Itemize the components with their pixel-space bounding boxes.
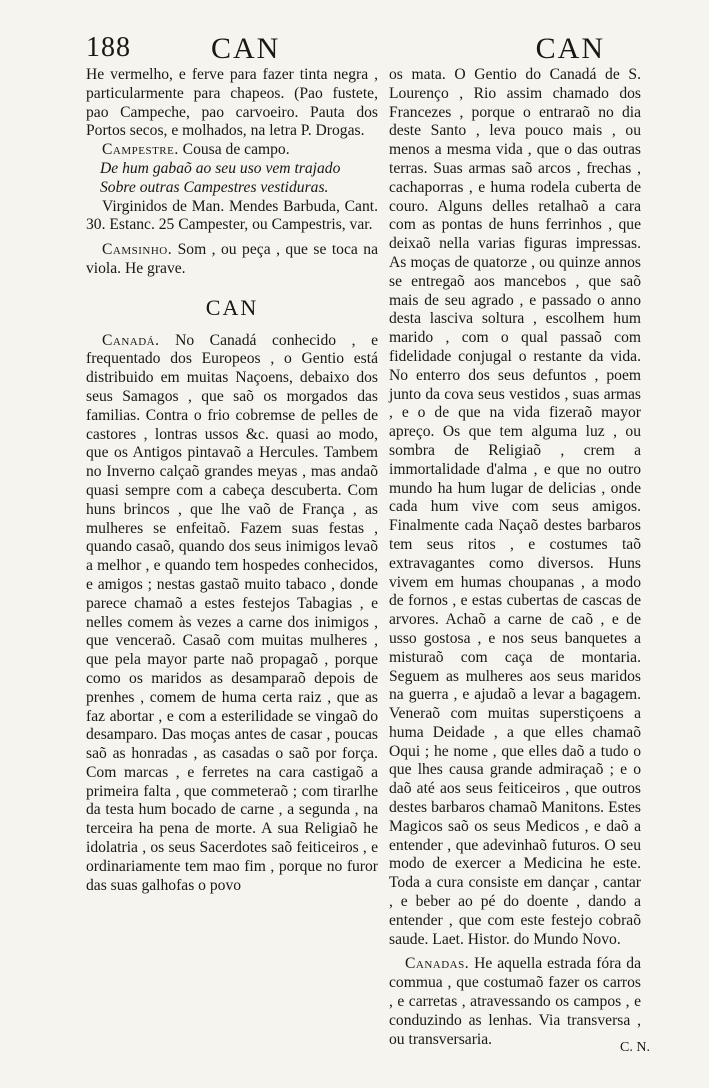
entry-camsinho (86, 241, 378, 279)
verse-line-1: De hum gabaõ ao seu uso vem trajado (100, 159, 341, 177)
definition-campestre: Cousa de campo. (178, 141, 290, 159)
definition-canada: No Canadá conhecido , e frequentado dos Europeos , o Gentio está distribuido em muitas Naçoens, debaixo dos seus Samagos , que saõ os morgados das familias. Contra o frio cobremse de pelles de castores , lontras ussos &c. quasi ao modo, que os Antigos pintavaõ a Hercules. Tambem no Inverno calçaõ grandes meyas , mas andaõ quasi sempre com a cabeça descuberta. Com huns brincos , que lhe vaõ de França , as mulheres se enfeitaõ. Fazem suas festas , quando casaõ, quando dos seus inimigos levaõ a melhor , e quando tem hospedes conhecidos, e amigos ; nestas gastaõ muito tabaco , donde parece chamaõ a estes festejos Tabagias , e nelles comem às vezes a carne dos inimigos , que venceraõ. Casaõ com muitas mulheres , que pela mayor parte naõ propagaõ , porque como os maridos as desamparaõ depois de prenhes , comem de huma certa raiz , que as faz abortar , e com a esterilidade se vingaõ do desamparo. Das moças antes de casar , poucas saõ as honradas , as casadas o saõ por força. Com marcas , e ferretes na cara castigaõ a primeira falta , que commeteraõ ; com tirarlhe da testa hum bocado de carne , a segunda , na terceira ha pena de morte. A sua Religiaõ he idolatria , os seus Sacerdotes saõ feiticeiros , e ordinariamente tem mao fim , porque no furor das suas galhofas o povo (86, 331, 378, 894)
headword-canada: Canadá. (102, 331, 160, 349)
headword-canadas: Canadas. (405, 955, 470, 973)
left-column (86, 66, 378, 895)
headword-camsinho: Camsinho. (102, 241, 173, 259)
headword-campestre: Campestre. (102, 141, 179, 159)
catchword: C. N. (620, 1040, 650, 1055)
entry-canada-continued: os mata. O Gentio do Canadá de S. Lourenço , Rio assim chamado dos Francezes , porque o entraraõ no dia deste Santo , leva pouco mais , ou menos a mesma vida , que o das outras terras. Suas armas saõ arcos , frechas , cachaporras , e huma rodela cuberta de couro. Alguns delles retalhaõ a cara com as pontas de huns ferrinhos , que deixaõ nella varias figuras impressas. As moças de quatorze , ou quinze annos se entregaõ aos mancebos , que saõ mais de seu agrado , e passado o anno desta lasciva soltura , escolhem hum marido , com o qual passaõ com fidelidade conjugal o restante da vida. No enterro dos seus defuntos , poem junto da cova seus vestidos , suas armas , e o de que na vida fizeraõ mayor apreço. Os que tem alguma luz , ou sombra de Religiaõ , crem a immortalidade d'alma , e que no outro mundo ha hum lugar de delicias , onde cada hum vive com seus amigos. Finalmente cada Naçaõ destes barbaros tem seus ritos , e costumes taõ extravagantes como diversos. Huns vivem em humas choupanas , a modo de fornos , e estas cubertas de cascas de arvores. Achaõ a carne de caõ , e de usso gostosa , e nos seus banquetes a misturaõ com caça de montaria. Seguem as mulheres aos seus maridos na guerra , e ajudaõ a levar a bagagem. Veneraõ com muitas superstiçoens a huma Deidade , a que elles chamaõ Oqui ; he nome , que elles daõ a tudo o que lhes causa grande admiraçaõ ; e o daõ até aos seus feiticeiros , que outros destes barbaros chamaõ Manitons. Estes Magicos saõ os seus Medicos , e daõ a entender , que adevinhaõ futuros. O seu modo de exercer a Medicina he este. Toda a cura consiste em dançar , cantar , e beber ao pé do doente , dando a entender , que com este festejo cobraõ saude. Laet. Histor. do Mundo Novo. (389, 66, 641, 948)
entry-canadas (389, 955, 641, 1049)
definition-canadas: He aquella estrada fóra da commua , que costumaõ fazer os carros , e carretas , atravessando os campos , e conduzindo as lenhas. Via transversa , ou transversaria. (389, 955, 641, 1048)
running-head-right: CAN (535, 32, 605, 65)
definition-camsinho: Som , ou peça , que se toca na viola. He grave. (86, 241, 378, 277)
entry-campestre (86, 141, 378, 160)
right-column (389, 66, 641, 1049)
entry-continuation: He vermelho, e ferve para fazer tinta negra , particularmente para chapeos. (Pao fustete, pao Campeche, pao carvoeiro. Pauta dos Portos secos, e molhados, na letra P. Drogas. (86, 66, 378, 140)
page-header (86, 28, 633, 68)
entry-canada (86, 332, 378, 896)
verse-line-2: Sobre outras Campestres vestiduras. (100, 178, 329, 196)
verse-citation: Virginidos de Man. Mendes Barbuda, Cant. 30. Estanc. 25 Campester, ou Campestris, var. (86, 197, 378, 234)
page-number: 188 (86, 32, 131, 63)
running-head-left: CAN (211, 32, 281, 65)
section-heading: CAN (205, 294, 259, 320)
